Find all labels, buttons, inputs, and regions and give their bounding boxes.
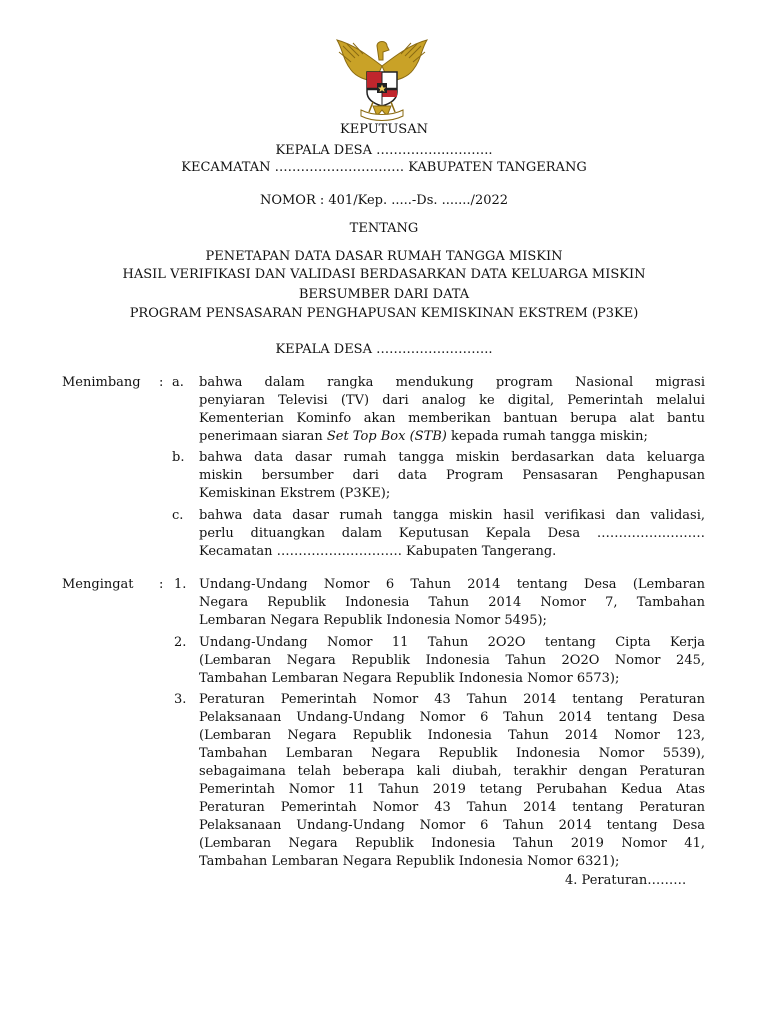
paragraph-line: bahwa dalam rangka mendukung program Nasional migrasi	[199, 375, 705, 390]
mengingat-label: Mengingat	[62, 577, 134, 592]
title-line: PROGRAM PENSASARAN PENGHAPUSAN KEMISKINAN EKSTREM (P3KE)	[129, 306, 639, 321]
decree-heading: KEPUTUSAN	[340, 122, 428, 137]
garuda-pancasila-emblem	[333, 36, 431, 122]
village-head-line: KEPALA DESA …………….………..	[275, 143, 493, 158]
mengingat-colon: :	[159, 577, 164, 592]
paragraph-line: Kemiskinan Ekstrem (P3KE);	[199, 486, 391, 501]
paragraph-line: Negara Republik Indonesia Tahun 2014 Nomor 7, Tambahan	[199, 595, 705, 610]
paragraph-line: Kementerian Kominfo akan memberikan bantuan berupa alat bantu	[199, 411, 705, 426]
issuer-line: KEPALA DESA …………….………..	[275, 342, 493, 357]
paragraph-line: miskin bersumber dari data Program Pensasaran Penghapusan	[199, 468, 705, 483]
item-marker: 3.	[174, 692, 187, 707]
item-marker: a.	[172, 375, 184, 390]
paragraph-line: Tambahan Lembaran Negara Republik Indonesia Nomor 6573);	[199, 671, 620, 686]
paragraph-line: Tambahan Lembaran Negara Republik Indonesia Nomor 5539),	[199, 746, 705, 761]
item-marker: 1.	[174, 577, 187, 592]
item-marker: b.	[172, 450, 185, 465]
paragraph-line: Undang-Undang Nomor 11 Tahun 2O2O tentang Cipta Kerja	[199, 635, 705, 650]
menimbang-label: Menimbang	[62, 375, 141, 390]
paragraph-line: Kecamatan …………….…………. Kabupaten Tangerang.	[199, 544, 557, 559]
paragraph-line: Peraturan Pemerintah Nomor 43 Tahun 2014 tentang Peraturan	[199, 692, 705, 707]
paragraph-line: Pemerintah Nomor 11 Tahun 2019 tetang Perubahan Kedua Atas	[199, 782, 705, 797]
paragraph-line: bahwa data dasar rumah tangga miskin hasil verifikasi dan validasi,	[199, 508, 705, 523]
paragraph-line: bahwa data dasar rumah tangga miskin berdasarkan data keluarga	[199, 450, 705, 465]
paragraph-line: (Lembaran Negara Republik Indonesia Tahun 2O2O Nomor 245,	[199, 653, 705, 668]
paragraph-line: penyiaran Televisi (TV) dari analog ke digital, Pemerintah melalui	[199, 393, 705, 408]
item-marker: 2.	[174, 635, 187, 650]
item-marker: c.	[172, 508, 184, 523]
tentang-heading: TENTANG	[349, 221, 419, 236]
paragraph-text: kepada rumah tangga miskin;	[446, 429, 648, 444]
paragraph-line: (Lembaran Negara Republik Indonesia Tahun 2019 Nomor 41,	[199, 836, 705, 851]
paragraph-line: (Lembaran Negara Republik Indonesia Tahun 2014 Nomor 123,	[199, 728, 705, 743]
paragraph-line: Peraturan Pemerintah Nomor 43 Tahun 2014 tentang Peraturan	[199, 800, 705, 815]
title-line: HASIL VERIFIKASI DAN VALIDASI BERDASARKAN DATA KELUARGA MISKIN	[122, 267, 646, 282]
paragraph-line: Undang-Undang Nomor 6 Tahun 2014 tentang Desa (Lembaran	[199, 577, 705, 592]
paragraph-line: Lembaran Negara Republik Indonesia Nomor 5495);	[199, 613, 547, 628]
paragraph-line: Tambahan Lembaran Negara Republik Indonesia Nomor 6321);	[199, 854, 620, 869]
menimbang-colon: :	[159, 375, 164, 390]
paragraph-line: Pelaksanaan Undang-Undang Nomor 6 Tahun 2014 tentang Desa	[199, 818, 705, 833]
title-line: PENETAPAN DATA DASAR RUMAH TANGGA MISKIN	[205, 249, 563, 264]
decree-number: NOMOR : 401/Kep. .....-Ds. ......./2022	[259, 193, 509, 208]
paragraph-text: penerimaan siaran	[199, 429, 327, 444]
italic-term: Set Top Box (STB)	[326, 429, 447, 444]
paragraph-line	[199, 429, 648, 444]
district-regency-line: KECAMATAN …………….…….……. KABUPATEN TANGERANG	[181, 160, 587, 175]
paragraph-line: sebagaimana telah beberapa kali diubah, terakhir dengan Peraturan	[199, 764, 705, 779]
paragraph-line: perlu dituangkan dalam Keputusan Kepala Desa …………….………	[199, 526, 705, 541]
paragraph-line: Pelaksanaan Undang-Undang Nomor 6 Tahun 2014 tentang Desa	[199, 710, 705, 725]
continuation-marker: 4. Peraturan………	[565, 873, 687, 888]
title-line: BERSUMBER DARI DATA	[298, 287, 470, 302]
